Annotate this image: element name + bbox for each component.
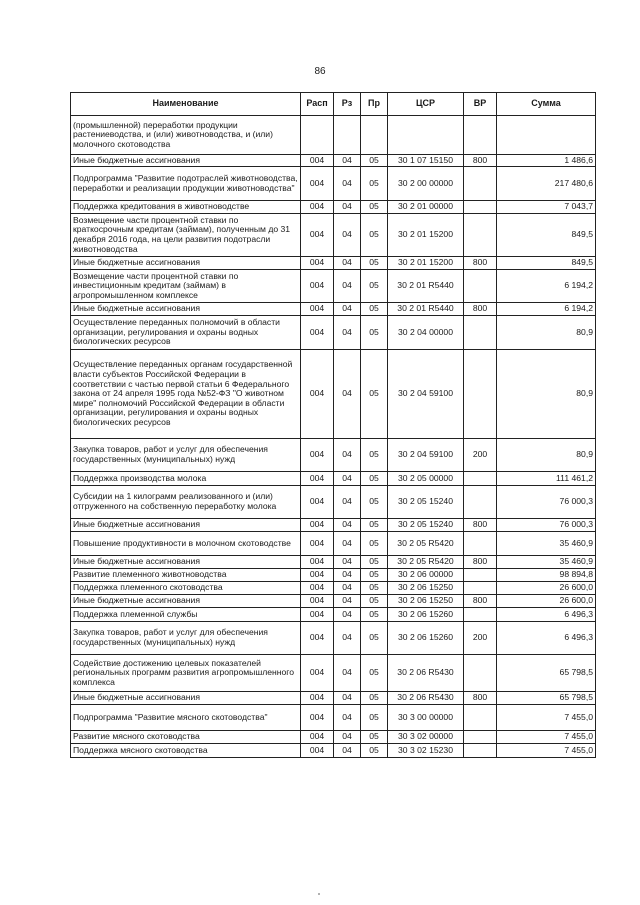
table-row: [71, 622, 596, 655]
cell-pr: 05: [361, 350, 388, 439]
cell-vr: 800: [464, 519, 497, 532]
budget-table: [70, 92, 596, 758]
cell-rz: 04: [334, 731, 361, 744]
cell-rz: 04: [334, 556, 361, 569]
cell-sum: 35 460,9: [497, 532, 596, 556]
cell-pr: [361, 116, 388, 155]
cell-pr: 05: [361, 692, 388, 705]
cell-sum: [497, 116, 596, 155]
table-row: [71, 214, 596, 257]
cell-sum: 76 000,3: [497, 519, 596, 532]
cell-rasp: 004: [301, 316, 334, 350]
cell-sum: 6 194,2: [497, 303, 596, 316]
cell-pr: 05: [361, 201, 388, 214]
table-row: [71, 705, 596, 731]
cell-pr: 05: [361, 519, 388, 532]
cell-pr: 05: [361, 705, 388, 731]
cell-csr: 30 2 04 59100: [388, 350, 464, 439]
cell-name: Поддержка племенного скотоводства: [71, 582, 301, 595]
cell-sum: 217 480,6: [497, 167, 596, 201]
cell-csr: 30 2 05 15240: [388, 519, 464, 532]
cell-rasp: 004: [301, 303, 334, 316]
cell-rz: 04: [334, 744, 361, 758]
cell-vr: 800: [464, 257, 497, 270]
cell-rz: 04: [334, 439, 361, 472]
cell-csr: 30 2 05 15240: [388, 486, 464, 519]
page-number: 86: [314, 66, 326, 77]
cell-rasp: 004: [301, 556, 334, 569]
table-row: [71, 532, 596, 556]
column-header-vr: ВР: [464, 93, 497, 116]
cell-vr: 800: [464, 595, 497, 608]
table-row: [71, 155, 596, 167]
cell-vr: 200: [464, 622, 497, 655]
cell-pr: 05: [361, 167, 388, 201]
cell-pr: 05: [361, 270, 388, 303]
cell-vr: [464, 731, 497, 744]
cell-sum: 80,9: [497, 350, 596, 439]
table-row: [71, 731, 596, 744]
cell-name: Развитие мясного скотоводства: [71, 731, 301, 744]
cell-pr: 05: [361, 155, 388, 167]
cell-rz: 04: [334, 692, 361, 705]
cell-vr: [464, 486, 497, 519]
cell-vr: 800: [464, 692, 497, 705]
cell-sum: 35 460,9: [497, 556, 596, 569]
cell-rasp: 004: [301, 472, 334, 486]
cell-rasp: 004: [301, 439, 334, 472]
cell-csr: 30 2 01 R5440: [388, 270, 464, 303]
cell-sum: 65 798,5: [497, 692, 596, 705]
cell-csr: 30 2 01 15200: [388, 214, 464, 257]
cell-rasp: 004: [301, 655, 334, 692]
cell-pr: 05: [361, 439, 388, 472]
cell-vr: [464, 116, 497, 155]
table-row: [71, 519, 596, 532]
cell-pr: 05: [361, 582, 388, 595]
cell-name: Иные бюджетные ассигнования: [71, 155, 301, 167]
cell-name: Субсидии на 1 килограмм реализованного и (или) отгруженного на собственную переработку молока: [71, 486, 301, 519]
cell-rz: 04: [334, 257, 361, 270]
cell-csr: 30 2 06 15260: [388, 622, 464, 655]
cell-rasp: 004: [301, 622, 334, 655]
table-row: [71, 595, 596, 608]
table-row: [71, 257, 596, 270]
cell-pr: 05: [361, 744, 388, 758]
cell-vr: [464, 270, 497, 303]
cell-csr: 30 2 05 R5420: [388, 556, 464, 569]
cell-vr: [464, 744, 497, 758]
cell-vr: [464, 569, 497, 582]
cell-csr: 30 2 01 R5440: [388, 303, 464, 316]
cell-name: Иные бюджетные ассигнования: [71, 595, 301, 608]
column-header-csr: ЦСР: [388, 93, 464, 116]
cell-rasp: 004: [301, 350, 334, 439]
cell-pr: 05: [361, 486, 388, 519]
cell-name: Поддержка племенной службы: [71, 608, 301, 622]
cell-sum: 76 000,3: [497, 486, 596, 519]
cell-sum: 7 043,7: [497, 201, 596, 214]
cell-sum: 65 798,5: [497, 655, 596, 692]
cell-pr: 05: [361, 608, 388, 622]
cell-sum: 1 486,6: [497, 155, 596, 167]
table-row: [71, 350, 596, 439]
cell-rz: 04: [334, 608, 361, 622]
table-row: [71, 472, 596, 486]
cell-name: Возмещение части процентной ставки по инвестиционным кредитам (займам) в агропромышленном комплексе: [71, 270, 301, 303]
cell-csr: 30 2 06 15250: [388, 595, 464, 608]
cell-sum: 6 496,3: [497, 622, 596, 655]
cell-pr: 05: [361, 472, 388, 486]
table-row: [71, 744, 596, 758]
cell-pr: 05: [361, 731, 388, 744]
cell-pr: 05: [361, 655, 388, 692]
cell-vr: [464, 201, 497, 214]
cell-rasp: 004: [301, 167, 334, 201]
cell-rz: 04: [334, 214, 361, 257]
cell-rz: 04: [334, 167, 361, 201]
cell-csr: 30 2 05 00000: [388, 472, 464, 486]
column-header-sum: Сумма: [497, 93, 596, 116]
cell-pr: 05: [361, 214, 388, 257]
cell-name: Возмещение части процентной ставки по краткосрочным кредитам (займам), полученным до 31 декабря 2016 года, на цели развития подотрасли животноводства: [71, 214, 301, 257]
scan-speck: [318, 893, 320, 895]
table-row: [71, 303, 596, 316]
cell-csr: 30 2 05 R5420: [388, 532, 464, 556]
cell-name: Иные бюджетные ассигнования: [71, 257, 301, 270]
cell-csr: 30 2 01 15200: [388, 257, 464, 270]
column-header-pr: Пр: [361, 93, 388, 116]
cell-name: Осуществление переданных органам государственной власти субъектов Российской Федерации в соответствии с частью первой статьи 6 Федерального закона от 24 апреля 1995 года №52-ФЗ "О животном мире" полномочий Российской Федерации в области организации, регулирования и охраны водных биологических ресурсов: [71, 350, 301, 439]
table-row: [71, 692, 596, 705]
cell-rz: 04: [334, 582, 361, 595]
table-row: [71, 116, 596, 155]
cell-name: Закупка товаров, работ и услуг для обеспечения государственных (муниципальных) нужд: [71, 439, 301, 472]
cell-name: Подпрограмма "Развитие подотраслей животноводства, переработки и реализации продукции животноводства": [71, 167, 301, 201]
cell-csr: 30 3 02 00000: [388, 731, 464, 744]
cell-rz: 04: [334, 472, 361, 486]
table-row: [71, 167, 596, 201]
cell-csr: 30 2 06 R5430: [388, 655, 464, 692]
cell-rz: 04: [334, 201, 361, 214]
cell-csr: 30 2 01 00000: [388, 201, 464, 214]
cell-rasp: 004: [301, 731, 334, 744]
cell-name: Поддержка производства молока: [71, 472, 301, 486]
cell-csr: 30 2 06 00000: [388, 569, 464, 582]
cell-sum: 111 461,2: [497, 472, 596, 486]
cell-name: Иные бюджетные ассигнования: [71, 519, 301, 532]
cell-rz: 04: [334, 316, 361, 350]
cell-rasp: 004: [301, 595, 334, 608]
cell-rasp: 004: [301, 257, 334, 270]
cell-csr: 30 3 00 00000: [388, 705, 464, 731]
cell-name: Развитие племенного животноводства: [71, 569, 301, 582]
cell-vr: [464, 350, 497, 439]
cell-vr: [464, 167, 497, 201]
cell-rz: 04: [334, 519, 361, 532]
cell-name: Поддержка кредитования в животноводстве: [71, 201, 301, 214]
cell-pr: 05: [361, 257, 388, 270]
column-header-rasp: Расп: [301, 93, 334, 116]
table-row: [71, 201, 596, 214]
cell-sum: 6 194,2: [497, 270, 596, 303]
cell-name: Закупка товаров, работ и услуг для обеспечения государственных (муниципальных) нужд: [71, 622, 301, 655]
cell-name: Повышение продуктивности в молочном скотоводстве: [71, 532, 301, 556]
cell-rz: 04: [334, 595, 361, 608]
cell-sum: 7 455,0: [497, 731, 596, 744]
cell-rz: 04: [334, 569, 361, 582]
table-row: [71, 569, 596, 582]
cell-rz: 04: [334, 270, 361, 303]
cell-name: Осуществление переданных полномочий в области организации, регулирования и охраны водных биологических ресурсов: [71, 316, 301, 350]
cell-rz: 04: [334, 486, 361, 519]
cell-name: Иные бюджетные ассигнования: [71, 303, 301, 316]
cell-rasp: 004: [301, 201, 334, 214]
cell-csr: [388, 116, 464, 155]
cell-sum: 80,9: [497, 439, 596, 472]
cell-vr: 800: [464, 303, 497, 316]
cell-vr: [464, 214, 497, 257]
cell-name: Иные бюджетные ассигнования: [71, 692, 301, 705]
cell-rz: 04: [334, 350, 361, 439]
cell-vr: [464, 705, 497, 731]
cell-rasp: 004: [301, 569, 334, 582]
cell-sum: 7 455,0: [497, 744, 596, 758]
cell-sum: 26 600,0: [497, 595, 596, 608]
cell-rz: 04: [334, 622, 361, 655]
cell-sum: 849,5: [497, 214, 596, 257]
cell-sum: 26 600,0: [497, 582, 596, 595]
cell-pr: 05: [361, 303, 388, 316]
cell-rasp: [301, 116, 334, 155]
table-row: [71, 439, 596, 472]
cell-csr: 30 2 06 15250: [388, 582, 464, 595]
cell-rasp: 004: [301, 692, 334, 705]
cell-vr: [464, 532, 497, 556]
table-row: [71, 316, 596, 350]
cell-vr: 800: [464, 155, 497, 167]
cell-rasp: 004: [301, 582, 334, 595]
cell-csr: 30 2 06 R5430: [388, 692, 464, 705]
table-header-row: [71, 93, 596, 116]
cell-pr: 05: [361, 569, 388, 582]
cell-vr: 800: [464, 556, 497, 569]
cell-rz: 04: [334, 155, 361, 167]
cell-name: (промышленной) переработки продукции растениеводства, и (или) животноводства, и (или) молочного скотоводства: [71, 116, 301, 155]
cell-sum: 7 455,0: [497, 705, 596, 731]
cell-csr: 30 3 02 15230: [388, 744, 464, 758]
table-row: [71, 582, 596, 595]
cell-csr: 30 1 07 15150: [388, 155, 464, 167]
table-row: [71, 270, 596, 303]
cell-rasp: 004: [301, 486, 334, 519]
table-row: [71, 655, 596, 692]
cell-csr: 30 2 04 00000: [388, 316, 464, 350]
cell-rasp: 004: [301, 519, 334, 532]
table-row: [71, 556, 596, 569]
cell-csr: 30 2 00 00000: [388, 167, 464, 201]
table-row: [71, 486, 596, 519]
table-row: [71, 608, 596, 622]
cell-name: Поддержка мясного скотоводства: [71, 744, 301, 758]
cell-rasp: 004: [301, 155, 334, 167]
cell-pr: 05: [361, 556, 388, 569]
cell-pr: 05: [361, 316, 388, 350]
cell-rasp: 004: [301, 270, 334, 303]
cell-name: Содействие достижению целевых показателей региональных программ развития агропромышленного комплекса: [71, 655, 301, 692]
cell-rz: 04: [334, 705, 361, 731]
cell-pr: 05: [361, 622, 388, 655]
cell-rasp: 004: [301, 214, 334, 257]
cell-name: Подпрограмма "Развитие мясного скотоводства": [71, 705, 301, 731]
cell-rz: 04: [334, 532, 361, 556]
cell-rasp: 004: [301, 744, 334, 758]
cell-rz: [334, 116, 361, 155]
column-header-rz: Рз: [334, 93, 361, 116]
cell-sum: 849,5: [497, 257, 596, 270]
cell-rz: 04: [334, 655, 361, 692]
cell-pr: 05: [361, 532, 388, 556]
cell-rasp: 004: [301, 532, 334, 556]
cell-rz: 04: [334, 303, 361, 316]
cell-rasp: 004: [301, 608, 334, 622]
cell-vr: [464, 472, 497, 486]
column-header-name: Наименование: [71, 93, 301, 116]
cell-sum: 6 496,3: [497, 608, 596, 622]
cell-pr: 05: [361, 595, 388, 608]
cell-csr: 30 2 04 59100: [388, 439, 464, 472]
cell-vr: [464, 655, 497, 692]
cell-csr: 30 2 06 15260: [388, 608, 464, 622]
cell-sum: 80,9: [497, 316, 596, 350]
cell-rasp: 004: [301, 705, 334, 731]
cell-name: Иные бюджетные ассигнования: [71, 556, 301, 569]
cell-vr: 200: [464, 439, 497, 472]
cell-vr: [464, 316, 497, 350]
cell-vr: [464, 582, 497, 595]
cell-vr: [464, 608, 497, 622]
cell-sum: 98 894,8: [497, 569, 596, 582]
